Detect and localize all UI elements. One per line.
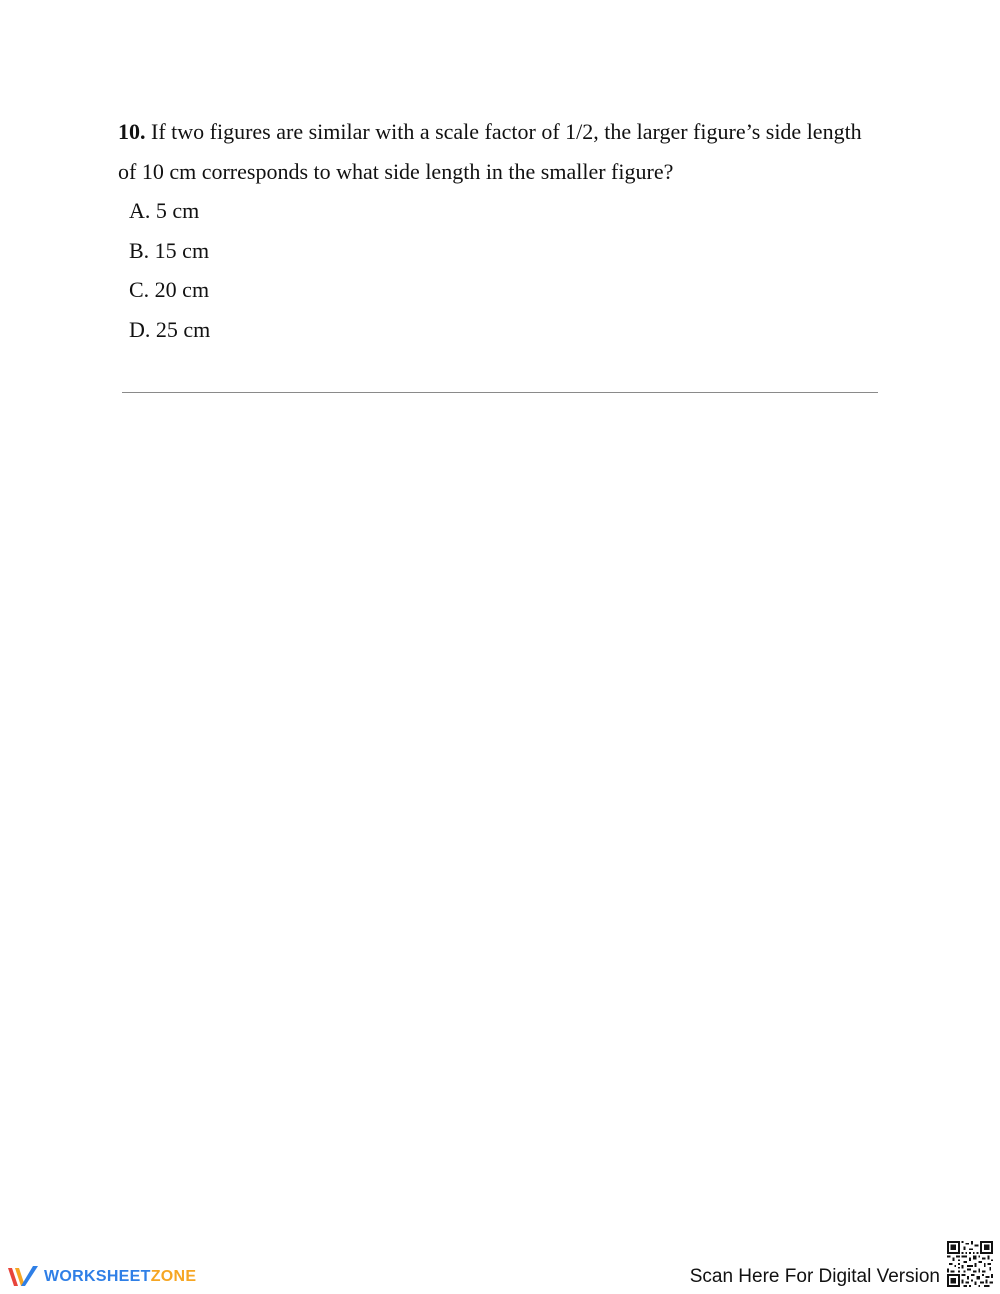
option-a: A. 5 cm (129, 198, 200, 223)
option-c: C. 20 cm (129, 277, 210, 302)
answer-options (129, 191, 210, 349)
scan-label: Scan Here For Digital Version (689, 1266, 940, 1287)
question-number: 10. (118, 119, 146, 144)
brand-name (44, 1268, 196, 1286)
section-divider (122, 392, 878, 393)
question-text (118, 112, 878, 191)
qr-code-icon (947, 1241, 993, 1287)
worksheetzone-logo-icon (6, 1264, 40, 1290)
brand-name-part2: ZONE (150, 1268, 197, 1285)
option-d: D. 25 cm (129, 316, 211, 342)
brand-name-part1: WORKSHEET (44, 1268, 151, 1285)
question-body: If two figures are similar with a scale factor of 1/2, the larger figure’s side length of 10 cm corresponds to what side length in the smaller figure? (118, 119, 862, 184)
option-b: B. 15 cm (129, 237, 210, 263)
worksheetzone-logo (6, 1262, 196, 1292)
